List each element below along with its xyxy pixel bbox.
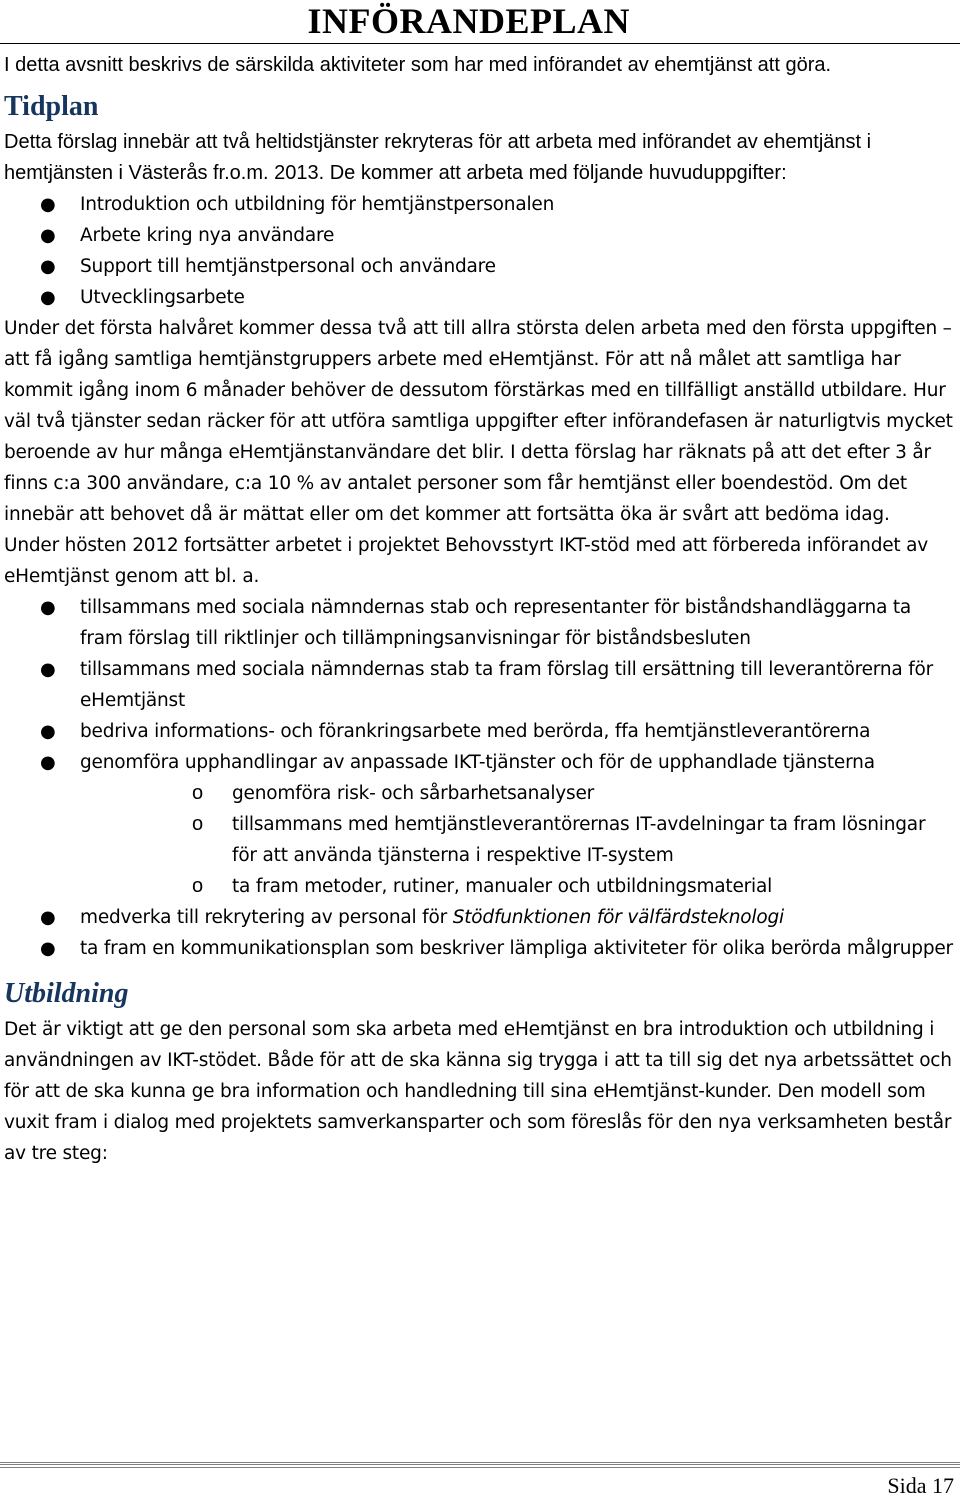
bullet-icon: ● xyxy=(40,597,56,618)
task-list xyxy=(4,189,954,313)
sub-list-item xyxy=(80,809,954,871)
circle-bullet-icon: o xyxy=(192,813,203,835)
list-item xyxy=(4,220,954,251)
project-paragraph: Under hösten 2012 fortsätter arbetet i projektet Behovsstyrt IKT-stöd med att förbereda införandet av eHemtjänst genom att bl. a. xyxy=(4,535,929,587)
sub-list-item xyxy=(80,871,954,902)
list-item xyxy=(4,189,954,220)
bullet-icon: ● xyxy=(40,659,56,680)
list-item-text: medverka till rekrytering av personal för xyxy=(80,907,453,928)
list-item xyxy=(4,716,954,747)
footer-rule xyxy=(0,1462,960,1465)
list-item-text: genomföra risk- och sårbarhetsanalyser xyxy=(232,783,595,804)
list-item-text: ta fram metoder, rutiner, manualer och utbildningsmaterial xyxy=(232,876,773,897)
bullet-icon: ● xyxy=(40,256,56,277)
footer-rule-inner xyxy=(0,1467,960,1468)
workload-paragraph: Under det första halvåret kommer dessa två att till allra största delen arbeta med den första uppgiften – att få igång samtliga hemtjänstgruppers arbete med eHemtjänst. För att nå målet att samtliga har kommit igång inom 6 månader behöver de dessutom förstärkas med en tillfälligt anställd utbildare. Hur väl två tjänster sedan räcker för att utföra samtliga uppgifter efter införandefasen är naturligtvis mycket beroende av hur många eHemtjänstanvändare det blir. I detta förslag har räknats på att det efter 3 år finns c:a 300 användare, c:a 10 % av antalet personer som får hemtjänst eller boendestöd. Om det innebär att behovet då är mättat eller om det kommer att fortsätta öka är svårt att bedöma idag. xyxy=(4,318,953,525)
activity-list xyxy=(4,592,954,964)
title-rule xyxy=(0,43,960,44)
list-item-text: ta fram en kommunikationsplan som beskriver lämpliga aktiviteter för olika berörda målgrupper xyxy=(80,938,953,959)
list-item-text: tillsammans med sociala nämndernas stab ta fram förslag till ersättning till leverantörerna för eHemtjänst xyxy=(80,659,934,711)
list-item-text: bedriva informations- och förankringsarbete med berörda, ffa hemtjänstleverantörerna xyxy=(80,721,871,742)
list-item xyxy=(4,282,954,313)
list-item-text: Support till hemtjänstpersonal och användare xyxy=(80,256,496,277)
list-item xyxy=(4,933,954,964)
list-item-text: Introduktion och utbildning för hemtjänstpersonalen xyxy=(80,194,555,215)
list-item-text: Arbete kring nya användare xyxy=(80,225,335,246)
document-body xyxy=(4,50,954,1169)
section-heading-utbildning: Utbildning xyxy=(4,978,129,1009)
bullet-icon: ● xyxy=(40,194,56,215)
list-item xyxy=(4,902,954,933)
list-item-emphasis: Stödfunktionen för välfärdsteknologi xyxy=(452,907,784,928)
bullet-icon: ● xyxy=(40,938,56,959)
tidplan-paragraph: Detta förslag innebär att två heltidstjänster rekryteras för att arbeta med införandet av ehemtjänst i hemtjänsten i Västerås fr.o.m. 2013. De kommer att arbeta med följande huvuduppgifter: xyxy=(4,131,872,184)
list-item-text: tillsammans med hemtjänstleverantörernas IT-avdelningar ta fram lösningar för att använda tjänsterna i respektive IT-system xyxy=(232,814,926,866)
bullet-icon: ● xyxy=(40,907,56,928)
list-item xyxy=(4,592,954,654)
bullet-icon: ● xyxy=(40,752,56,773)
list-item xyxy=(4,747,954,902)
list-item-text: Utvecklingsarbete xyxy=(80,287,245,308)
bullet-icon: ● xyxy=(40,287,56,308)
page-title: INFÖRANDEPLAN xyxy=(307,1,630,41)
bullet-icon: ● xyxy=(40,225,56,246)
list-item-text: genomföra upphandlingar av anpassade IKT-tjänster och för de upphandlade tjänsterna xyxy=(80,752,875,773)
list-item xyxy=(4,654,954,716)
sub-list-item xyxy=(80,778,954,809)
circle-bullet-icon: o xyxy=(192,782,203,804)
page-number: Sida 17 xyxy=(887,1473,954,1498)
circle-bullet-icon: o xyxy=(192,875,203,897)
section-heading-tidplan: Tidplan xyxy=(4,91,99,122)
list-item-text: tillsammans med sociala nämndernas stab och representanter för biståndshandläggarna ta fram förslag till riktlinjer och tillämpningsanvisningar för biståndsbesluten xyxy=(80,597,912,649)
utbildning-paragraph: Det är viktigt att ge den personal som ska arbeta med eHemtjänst en bra introduktion och utbildning i användningen av IKT-stödet. Både för att de ska känna sig trygga i att ta till sig det nya arbetssättet och för att de ska kunna ge bra information och handledning till sina eHemtjänst-kunder. Den modell som vuxit fram i dialog med projektets samverkansparter och som föreslås för den nya verksamheten består av tre steg: xyxy=(4,1019,952,1164)
intro-paragraph: I detta avsnitt beskrivs de särskilda aktiviteter som har med införandet av ehemtjänst att göra. xyxy=(4,54,832,76)
list-item xyxy=(4,251,954,282)
sub-activity-list xyxy=(80,778,954,902)
bullet-icon: ● xyxy=(40,721,56,742)
